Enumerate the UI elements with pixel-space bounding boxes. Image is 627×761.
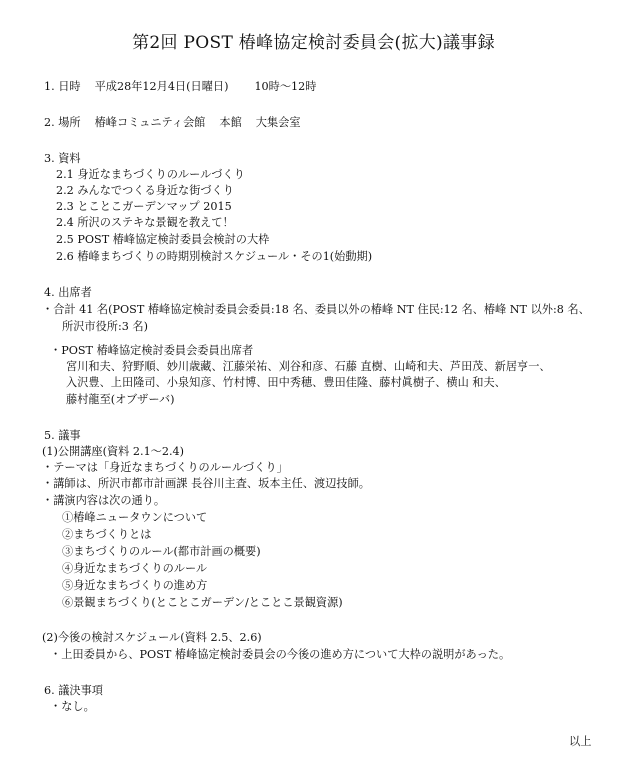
- material-item: 2.4 所沢のステキな景観を教えて！: [56, 216, 234, 229]
- attendee-total: ・合計 41 名(POST 椿峰協定検討委員会委員:18 名、委員以外の椿峰 NT 住民:12 名、椿峰 NT 以外:8 名、: [42, 303, 590, 316]
- section-place: [44, 116, 301, 130]
- lecture-topic: ④身近なまちづくりのルール: [62, 562, 208, 575]
- meeting-date: 平成28年12月4日(日曜日): [94, 80, 229, 93]
- meeting-room: 大集会室: [255, 116, 301, 129]
- members-heading: ・POST 椿峰協定検討委員会委員出席者: [50, 344, 254, 357]
- document-title: 第2回 POST 椿峰協定検討委員会(拡大)議事録: [132, 33, 495, 53]
- resolution-body: ・なし。: [50, 700, 95, 713]
- agenda-content-heading: ・講演内容は次の通り。: [42, 494, 166, 507]
- agenda-sub-heading: (2)今後の検討スケジュール(資料 2.5、2.6): [42, 631, 262, 644]
- agenda-sub-heading: (1)公開講座(資料 2.1～2.4): [42, 445, 185, 458]
- lecture-topic: ②まちづくりとは: [62, 528, 152, 541]
- meeting-building: 本館: [219, 116, 242, 129]
- section-heading: 3. 資料: [44, 152, 81, 165]
- meeting-time: 10時～12時: [254, 80, 317, 93]
- lecture-topic: ⑥景観まちづくり(とことこガーデン/とことこ景観資源): [62, 596, 343, 609]
- section-heading: 2. 場所: [44, 116, 81, 129]
- section-heading: 6. 議決事項: [44, 684, 103, 697]
- lecture-topic: ①椿峰ニュータウンについて: [62, 511, 208, 524]
- section-datetime: [44, 80, 316, 94]
- section-heading: 1. 日時: [44, 80, 81, 93]
- meeting-place: 椿峰コミュニティ会館: [94, 116, 206, 129]
- agenda-schedule-body: ・上田委員から、POST 椿峰協定検討委員会の今後の進め方について大枠の説明があった。: [50, 648, 511, 661]
- members-list: 入沢豊、上田隆司、小泉知彦、竹村博、田中秀穂、豊田佳隆、藤村眞樹子、横山 和夫、: [66, 376, 506, 389]
- material-item: 2.3 とことこガーデンマップ 2015: [56, 200, 232, 213]
- agenda-theme: ・テーマは「身近なまちづくりのルールづくり」: [42, 461, 288, 474]
- lecture-topic: ③まちづくりのルール(都市計画の概要): [62, 545, 261, 558]
- members-list: 藤村龍至(オブザーバ): [66, 393, 175, 406]
- attendee-total-cont: 所沢市役所:3 名): [62, 320, 148, 333]
- material-item: 2.6 椿峰まちづくりの時期別検討スケジュール・その1(始動期): [56, 250, 373, 263]
- agenda-lecturers: ・講師は、所沢市都市計画課 長谷川主査、坂本主任、渡辺技師。: [42, 477, 370, 490]
- material-item: 2.1 身近なまちづくりのルールづくり: [56, 168, 245, 181]
- closing-mark: 以上: [569, 735, 592, 748]
- members-list: 宮川和夫、狩野順、妙川歳藏、江藤栄祐、刈谷和彦、石藤 直樹、山崎和夫、芦田茂、新居亨一、: [66, 360, 551, 373]
- lecture-topic: ⑤身近なまちづくりの進め方: [62, 579, 208, 592]
- material-item: 2.5 POST 椿峰協定検討委員会検討の大枠: [56, 233, 270, 246]
- section-heading: 4. 出席者: [44, 286, 92, 299]
- material-item: 2.2 みんなでつくる身近な街づくり: [56, 184, 234, 197]
- section-heading: 5. 議事: [44, 429, 81, 442]
